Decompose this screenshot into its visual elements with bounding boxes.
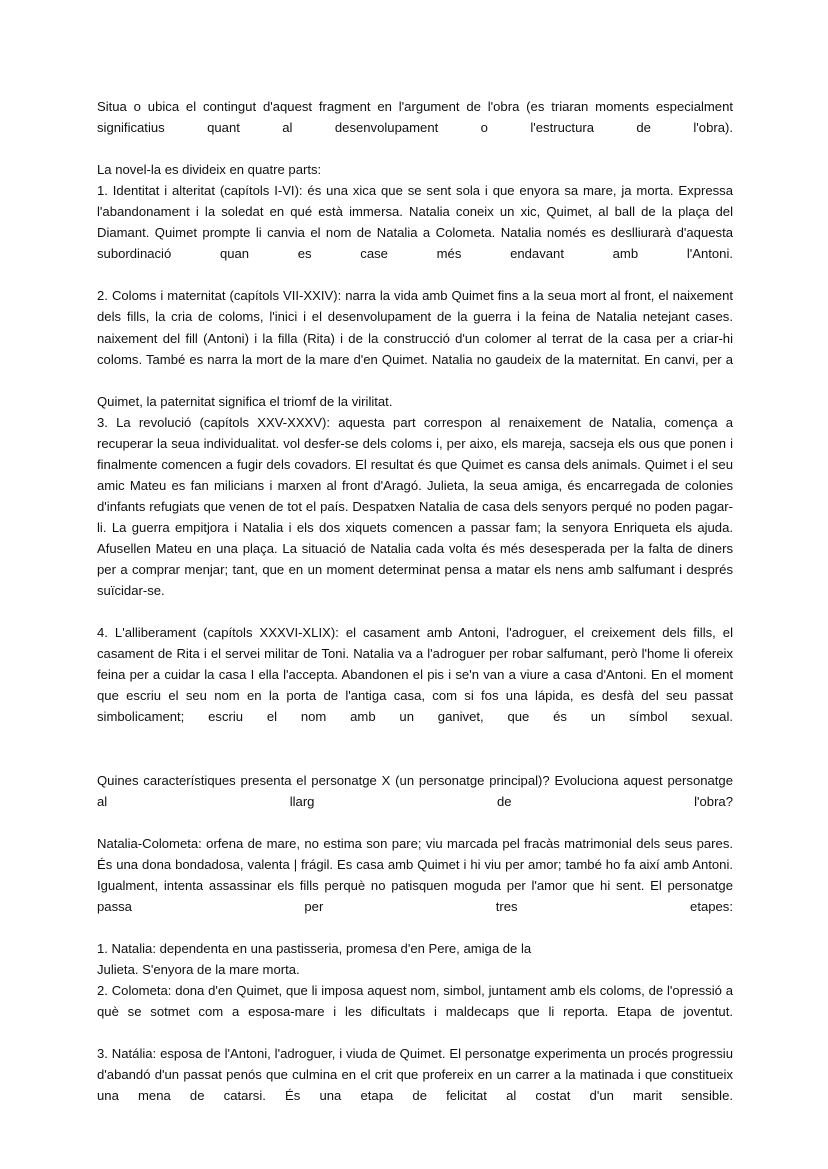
- paragraph: Situa o ubica el contingut d'aquest fragment en l'argument de l'obra (es triaran moments especialment significatius quant al desenvolupament o l'estructura de l'obra).: [97, 99, 733, 136]
- paragraph: 2. Coloms i maternitat (capítols VII-XXIV): narra la vida amb Quimet fins a la seua mort al front, el naixement dels fills, la cria de coloms, l'inici i el desenvolupament de la guerra i la feina de Natalia netejant cases. naixement del fill (Antoni) i la filla (Rita) i de la construcció d'un colomer al terrat de la casa per a criar-hi coloms. També es narra la mort de la mare d'en Quimet. Natalia no gaudeix de la maternitat. En canvi, per a: [97, 288, 733, 367]
- document-text-body: [97, 96, 733, 1127]
- paragraph: 4. L'alliberament (capítols XXXVI-XLIX): el casament amb Antoni, l'adroguer, el creixement dels fills, el casament de Rita i el servei militar de Toni. Natalia va a l'adroguer per robar salfumant, però l'home li ofereix feina per a cuidar la casa I ella l'accepta. Abandonen el pis i se'n van a viure a casa d'Antoni. En el moment que escriu el seu nom en la porta de l'antiga casa, com si fos una lápida, es desfà del seu passat simbolicament; escriu el nom amb un ganivet, que és un símbol sexual.: [97, 625, 733, 725]
- paragraph: 3. La revolució (capítols XXV-XXXV): aquesta part correspon al renaixement de Natalia, comença a recuperar la seua individualitat. vol desfer-se dels coloms i, per aixo, els mareja, sacseja els ous que ponen i finalmente comencen a fugir dels covadors. El resultat és que Quimet es cansa dels animals. Quimet i el seu amic Mateu es fan milicians i marxen al front d'Aragó. Julieta, la seua amiga, és encarregada de colonies d'infants refugiats que venen de tot el país. Despatxen Natalia de casa dels senyors perqué no poden pagar-li. La guerra empitjora i Natalia i els dos xiquets comencen a passar fam; la senyora Enriqueta els ajuda. Afusellen Mateu en una plaça. La situació de Natalia cada volta és més desesperada per la falta de diners per a comprar menjar; tant, que en un moment determinat pensa a matar els nens amb salfumant i després suïcidar-se.: [97, 414, 733, 599]
- paragraph: Julieta. S'enyora de la mare morta.: [97, 961, 300, 977]
- paragraph: 2. Colometa: dona d'en Quimet, que li imposa aquest nom, simbol, juntament amb els coloms, de l'opressió a què se sotmet com a esposa-mare i les dificultats i maldecaps que li reporta. Etapa de joventut.: [97, 982, 733, 1020]
- block-separator: [97, 748, 733, 769]
- text-block-question-2: [97, 770, 733, 1128]
- paragraph: La novel-la es divideix en quatre parts:: [97, 162, 322, 178]
- paragraph: 1. Natalia: dependenta en una pastisseria, promesa d'en Pere, amiga de la: [97, 940, 532, 956]
- paragraph: Natalia-Colometa: orfena de mare, no estima son pare; viu marcada pel fracàs matrimonial dels seus pares. És una dona bondadosa, valenta | frágil. Es casa amb Quimet i hi viu per amor; també ho fa així amb Antoni. Igualment, intenta assassinar els fills perquè no patisquen moguda per l'amor que hi sent. El personatge passa per tres etapes:: [97, 835, 733, 914]
- paragraph: Quines característiques presenta el personatge X (un personatge principal)? Evoluciona aquest personatge al llarg de l'obra?: [97, 772, 733, 809]
- paragraph: 3. Natália: esposa de l'Antoni, l'adroguer, i viuda de Quimet. El personatge experimenta un procés progressiu d'abandó d'un passat penós que culmina en el crit que profereix en un carrer a la matinada i que constitueix una mena de catarsi. És una etapa de felicitat al costat d'un marit sensible.: [97, 1046, 733, 1104]
- paragraph: 1. Identitat i alteritat (capítols I-VI): és una xica que se sent sola i que enyora sa mare, ja morta. Expressa l'abandonament i la soledat en qué està immersa. Natalia coneix un xic, Quimet, al ball de la plaça del Diamant. Quimet prompte li canvia el nom de Natalia a Colometa. Natalia només es deslliurarà d'aquesta subordinació quan es case més endavant amb l'Antoni.: [97, 183, 733, 262]
- text-block-question-1: [97, 96, 733, 748]
- paragraph: Quimet, la paternitat significa el triomf de la virilitat.: [97, 393, 393, 409]
